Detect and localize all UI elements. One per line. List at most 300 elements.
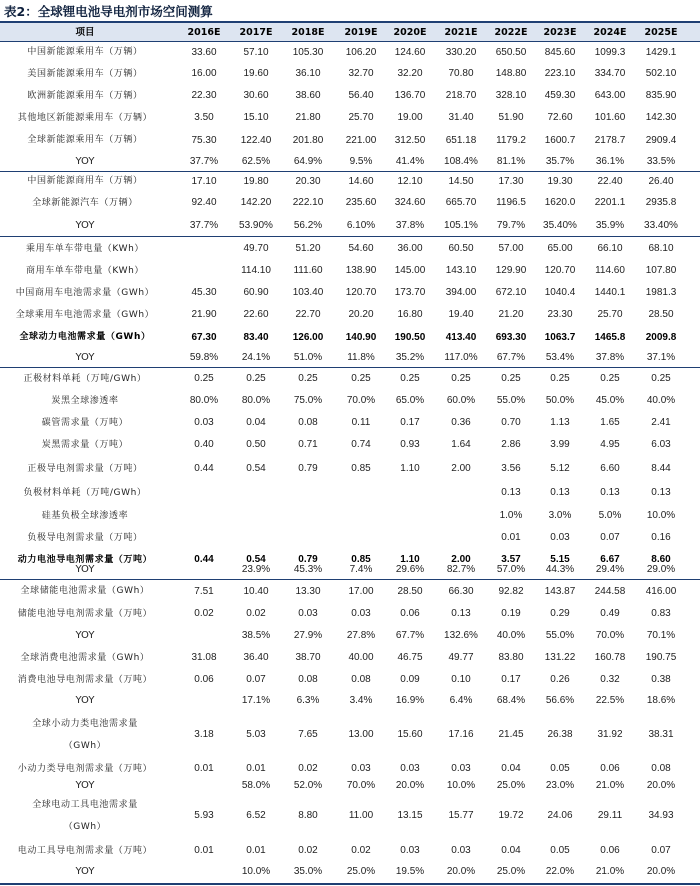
cell-value: 62.5%	[241, 156, 271, 167]
cell-value: 30.60	[243, 90, 269, 101]
cell-value: 0.03	[451, 763, 471, 774]
cell-value: 16.80	[397, 309, 423, 320]
cell-value: 35.0%	[293, 866, 323, 877]
table-row	[0, 260, 700, 282]
cell-value: 0.54	[246, 554, 266, 565]
cell-value: 35.2%	[395, 352, 425, 363]
cell-value: 1440.1	[594, 287, 626, 298]
cell-value: 1620.0	[544, 197, 576, 208]
cell-value: 20.0%	[646, 780, 676, 791]
cell-value: 13.00	[348, 729, 374, 740]
table-row	[0, 238, 700, 260]
cell-value: 0.79	[298, 554, 318, 565]
cell-value: 27.8%	[346, 630, 376, 641]
cell-value: 1196.5	[496, 197, 526, 208]
row-label: 商用车单车带电量（KWh）	[26, 266, 144, 276]
table-row	[0, 457, 700, 481]
row-label: 中国新能源商用车（万辆）	[27, 176, 143, 186]
cell-value: 143.87	[544, 586, 576, 597]
table-row	[0, 481, 700, 505]
cell-value: 173.70	[394, 287, 426, 298]
cell-value: 40.0%	[496, 630, 526, 641]
cell-value: 68.10	[648, 243, 674, 254]
row-label: 碳管需求量（万吨）	[41, 418, 129, 428]
cell-value: 45.3%	[293, 564, 323, 575]
cell-value: 65.00	[547, 243, 573, 254]
cell-value: 143.10	[445, 265, 477, 276]
row-label: 欧洲新能源乘用车（万辆）	[27, 91, 143, 101]
cell-value: 17.30	[498, 176, 524, 187]
cell-value: 82.7%	[446, 564, 476, 575]
row-label: 炭黑全球渗透率	[51, 396, 119, 406]
cell-value: 36.1%	[595, 156, 625, 167]
cell-value: 56.2%	[293, 220, 323, 231]
cell-value: 68.4%	[496, 695, 526, 706]
cell-value	[227, 527, 285, 549]
cell-value: 190.75	[645, 652, 677, 663]
cell-value: 0.25	[400, 373, 420, 384]
cell-value: 114.60	[595, 265, 625, 276]
cell-value: 1040.4	[544, 287, 576, 298]
section-divider	[0, 367, 700, 368]
row-label: 乘用车单车带电量（KWh）	[26, 244, 144, 254]
cell-value: 22.30	[191, 90, 217, 101]
cell-value: 244.58	[594, 586, 626, 597]
cell-value: 1981.3	[645, 287, 677, 298]
cell-value: 55.0%	[496, 395, 526, 406]
cell-value: 3.4%	[349, 695, 373, 706]
table-row	[0, 304, 700, 326]
row-label: 美国新能源乘用车（万辆）	[27, 69, 143, 79]
cell-value: 672.10	[495, 287, 527, 298]
table-row	[0, 390, 700, 412]
header-year: 2021E	[444, 27, 478, 38]
cell-value: 0.16	[651, 532, 671, 543]
cell-value	[175, 560, 233, 580]
cell-value: 2.00	[451, 463, 471, 474]
cell-value	[279, 481, 337, 505]
section-divider	[0, 236, 700, 237]
cell-value: 19.80	[243, 176, 269, 187]
header-item: 项目	[75, 27, 95, 38]
cell-value: 27.9%	[293, 630, 323, 641]
cell-value: 26.38	[547, 729, 573, 740]
cell-value: 52.0%	[293, 780, 323, 791]
cell-value: 10.40	[243, 586, 269, 597]
header-year: 2024E	[593, 27, 627, 38]
cell-value: 1600.7	[544, 135, 576, 146]
cell-value: 2178.7	[594, 135, 626, 146]
cell-value: 80.0%	[189, 395, 219, 406]
cell-value: 21.0%	[595, 780, 625, 791]
cell-value: 54.60	[348, 243, 374, 254]
cell-value: 6.10%	[346, 220, 376, 231]
cell-value: 111.60	[293, 265, 323, 276]
cell-value	[279, 505, 337, 527]
cell-value: 145.00	[394, 265, 426, 276]
cell-value: 23.9%	[241, 564, 271, 575]
cell-value: 0.08	[351, 674, 371, 685]
row-label: 全球电动工具电池需求量（GWh）	[32, 800, 138, 832]
cell-value: 101.60	[594, 112, 626, 123]
cell-value	[279, 527, 337, 549]
cell-value: 25.0%	[346, 866, 376, 877]
cell-value: 15.77	[448, 810, 474, 821]
cell-value: 0.25	[246, 373, 266, 384]
table-row	[0, 129, 700, 152]
cell-value: 92.40	[191, 197, 217, 208]
cell-value: 51.20	[295, 243, 321, 254]
cell-value: 0.74	[351, 439, 371, 450]
cell-value: 25.0%	[496, 866, 526, 877]
cell-value: 64.9%	[293, 156, 323, 167]
cell-value	[175, 238, 233, 260]
cell-value: 120.70	[345, 287, 377, 298]
cell-value: 0.03	[194, 417, 214, 428]
cell-value: 1465.8	[594, 332, 626, 343]
cell-value: 0.04	[501, 845, 521, 856]
cell-value: 160.78	[594, 652, 626, 663]
table-row	[0, 691, 700, 711]
cell-value: 0.93	[400, 439, 420, 450]
cell-value: 65.0%	[395, 395, 425, 406]
cell-value: 0.07	[600, 532, 620, 543]
cell-value: 0.06	[600, 845, 620, 856]
cell-value: 58.0%	[241, 780, 271, 791]
cell-value: 31.08	[191, 652, 217, 663]
row-label: 中国新能源乘用车（万辆）	[27, 47, 143, 57]
cell-value: 36.10	[295, 68, 321, 79]
cell-value: 2.00	[451, 554, 471, 565]
cell-value: 693.30	[495, 332, 527, 343]
bottom-rule	[0, 883, 700, 885]
cell-value: 0.79	[298, 463, 318, 474]
cell-value: 17.00	[348, 586, 374, 597]
row-label: 其他地区新能源乘用车（万辆）	[17, 113, 153, 123]
cell-value: 1.10	[400, 463, 420, 474]
table-row	[0, 412, 700, 434]
table-row	[0, 434, 700, 456]
cell-value: 34.93	[648, 810, 674, 821]
table-row	[0, 647, 700, 669]
cell-value: 1.0%	[499, 510, 523, 521]
cell-value: 136.70	[394, 90, 426, 101]
cell-value: 1.64	[451, 439, 471, 450]
cell-value: 201.80	[292, 135, 324, 146]
table-row	[0, 862, 700, 882]
cell-value: 0.13	[600, 487, 620, 498]
cell-value: 190.50	[394, 332, 426, 343]
header-year: 2018E	[291, 27, 325, 38]
cell-value: 0.09	[400, 674, 420, 685]
cell-value: 2201.1	[594, 197, 626, 208]
cell-value: 60.0%	[446, 395, 476, 406]
cell-value: 4.95	[600, 439, 620, 450]
cell-value: 0.25	[600, 373, 620, 384]
cell-value: 25.70	[348, 112, 374, 123]
cell-value: 10.0%	[241, 866, 271, 877]
cell-value: 22.70	[295, 309, 321, 320]
cell-value: 394.00	[445, 287, 477, 298]
cell-value: 0.08	[651, 763, 671, 774]
cell-value: 25.0%	[496, 780, 526, 791]
cell-value: 38.31	[648, 729, 674, 740]
row-label: 中国商用车电池需求量（GWh）	[15, 288, 155, 298]
cell-value: 124.60	[394, 47, 426, 58]
cell-value: 6.60	[600, 463, 620, 474]
cell-value: 0.40	[194, 439, 214, 450]
cell-value: 32.20	[397, 68, 423, 79]
row-label: 全球乘用车电池需求量（GWh）	[15, 310, 155, 320]
cell-value: 33.60	[191, 47, 217, 58]
cell-value: 7.4%	[349, 564, 373, 575]
cell-value: 19.60	[243, 68, 269, 79]
cell-value: 35.40%	[543, 220, 577, 231]
cell-value: 50.0%	[545, 395, 575, 406]
cell-value: 0.49	[600, 608, 620, 619]
cell-value: 37.8%	[595, 352, 625, 363]
cell-value: 7.65	[298, 729, 318, 740]
cell-value: 66.10	[597, 243, 623, 254]
cell-value: 8.60	[651, 554, 671, 565]
cell-value: 55.0%	[545, 630, 575, 641]
table-row	[0, 348, 700, 368]
cell-value: 0.03	[351, 763, 371, 774]
cell-value: 59.8%	[189, 352, 219, 363]
table-row	[0, 152, 700, 171]
cell-value: 221.00	[345, 135, 377, 146]
cell-value: 49.70	[243, 243, 269, 254]
cell-value: 0.05	[550, 763, 570, 774]
cell-value: 0.05	[550, 845, 570, 856]
cell-value: 75.0%	[293, 395, 323, 406]
cell-value: 0.01	[194, 845, 214, 856]
cell-value: 21.45	[498, 729, 524, 740]
row-label: 全球动力电池需求量（GWh）	[19, 332, 151, 342]
section-divider	[0, 579, 700, 580]
cell-value: 0.17	[501, 674, 521, 685]
row-label: YOY	[75, 564, 95, 575]
cell-value: 57.00	[498, 243, 524, 254]
row-label: 全球消费电池需求量（GWh）	[20, 653, 150, 663]
header-year: 2016E	[187, 27, 221, 38]
cell-value: 2.41	[651, 417, 671, 428]
cell-value: 20.0%	[646, 866, 676, 877]
cell-value: 0.01	[246, 845, 266, 856]
cell-value: 2009.8	[645, 332, 677, 343]
cell-value: 83.80	[498, 652, 524, 663]
cell-value: 70.0%	[346, 780, 376, 791]
cell-value: 114.10	[241, 265, 271, 276]
cell-value: 36.40	[243, 652, 269, 663]
table-row	[0, 282, 700, 304]
cell-value: 0.19	[501, 608, 521, 619]
cell-value: 1.10	[400, 554, 420, 565]
cell-value: 120.70	[544, 265, 576, 276]
cell-value: 1429.1	[645, 47, 677, 58]
cell-value: 23.30	[547, 309, 573, 320]
row-label: 负极材料单耗（万吨/GWh）	[23, 488, 147, 498]
cell-value: 37.7%	[189, 220, 219, 231]
cell-value: 0.04	[246, 417, 266, 428]
cell-value: 122.40	[240, 135, 272, 146]
cell-value: 22.0%	[545, 866, 575, 877]
cell-value: 19.5%	[395, 866, 425, 877]
cell-value: 20.20	[348, 309, 374, 320]
cell-value: 22.60	[243, 309, 269, 320]
row-label: 储能电池导电剂需求量（万吨）	[17, 609, 153, 619]
table-row	[0, 63, 700, 85]
cell-value: 643.00	[594, 90, 626, 101]
table-row	[0, 792, 700, 840]
cell-value: 70.1%	[646, 630, 676, 641]
cell-value: 0.13	[550, 487, 570, 498]
cell-value: 37.1%	[646, 352, 676, 363]
cell-value: 108.4%	[444, 156, 478, 167]
cell-value: 0.06	[400, 608, 420, 619]
cell-value	[227, 505, 285, 527]
cell-value: 21.90	[191, 309, 217, 320]
cell-value: 20.0%	[446, 866, 476, 877]
cell-value: 56.6%	[545, 695, 575, 706]
cell-value	[227, 481, 285, 505]
row-label: 炭黑需求量（万吨）	[41, 440, 129, 450]
cell-value: 126.00	[292, 332, 324, 343]
section-divider	[0, 171, 700, 172]
cell-value: 22.5%	[595, 695, 625, 706]
cell-value: 15.10	[243, 112, 269, 123]
cell-value: 0.32	[600, 674, 620, 685]
cell-value: 17.1%	[241, 695, 271, 706]
cell-value: 330.20	[445, 47, 477, 58]
table-row	[0, 42, 700, 63]
row-label: YOY	[75, 866, 95, 877]
cell-value: 21.80	[295, 112, 321, 123]
row-label: 全球新能源乘用车（万辆）	[27, 135, 143, 145]
cell-value: 20.0%	[395, 780, 425, 791]
row-label: YOY	[75, 780, 95, 791]
cell-value: 18.6%	[646, 695, 676, 706]
cell-value: 0.25	[351, 373, 371, 384]
cell-value: 0.29	[550, 608, 570, 619]
cell-value: 105.1%	[444, 220, 478, 231]
cell-value: 0.03	[451, 845, 471, 856]
cell-value: 0.02	[351, 845, 371, 856]
cell-value: 11.00	[348, 810, 374, 821]
cell-value: 0.01	[501, 532, 521, 543]
cell-value: 140.90	[345, 332, 377, 343]
cell-value: 19.30	[547, 176, 573, 187]
cell-value: 0.83	[651, 608, 671, 619]
cell-value: 5.0%	[598, 510, 622, 521]
cell-value: 0.44	[194, 554, 214, 565]
cell-value: 0.13	[651, 487, 671, 498]
cell-value: 31.40	[448, 112, 474, 123]
cell-value: 3.57	[501, 554, 521, 565]
cell-value: 8.80	[298, 810, 318, 821]
cell-value: 0.26	[550, 674, 570, 685]
cell-value: 651.18	[445, 135, 477, 146]
row-label: 全球小动力类电池需求量（GWh）	[32, 719, 138, 751]
cell-value: 17.10	[191, 176, 217, 187]
cell-value: 3.56	[501, 463, 521, 474]
cell-value: 324.60	[394, 197, 426, 208]
cell-value: 129.90	[495, 265, 527, 276]
cell-value: 0.02	[246, 608, 266, 619]
cell-value: 3.99	[550, 439, 570, 450]
cell-value	[381, 505, 439, 527]
cell-value: 3.50	[194, 112, 214, 123]
cell-value: 6.3%	[296, 695, 320, 706]
cell-value: 0.07	[651, 845, 671, 856]
row-label: 电动工具导电剂需求量（万吨）	[17, 846, 153, 856]
cell-value: 138.90	[345, 265, 377, 276]
cell-value	[175, 780, 233, 792]
cell-value: 38.5%	[241, 630, 271, 641]
cell-value: 13.15	[397, 810, 423, 821]
cell-value: 45.30	[191, 287, 217, 298]
cell-value	[381, 527, 439, 549]
cell-value: 20.30	[295, 176, 321, 187]
cell-value: 56.40	[348, 90, 374, 101]
cell-value: 14.60	[348, 176, 374, 187]
cell-value: 0.01	[246, 763, 266, 774]
cell-value: 107.80	[645, 265, 677, 276]
cell-value	[175, 260, 233, 282]
cell-value: 83.40	[243, 332, 269, 343]
cell-value: 0.25	[451, 373, 471, 384]
cell-value: 845.60	[544, 47, 576, 58]
table-row	[0, 780, 700, 792]
cell-value: 312.50	[394, 135, 426, 146]
cell-value: 31.92	[597, 729, 623, 740]
cell-value: 1099.3	[594, 47, 626, 58]
cell-value: 25.70	[597, 309, 623, 320]
cell-value: 79.7%	[496, 220, 526, 231]
cell-value: 70.80	[448, 68, 474, 79]
cell-value: 0.04	[501, 763, 521, 774]
cell-value: 148.80	[495, 68, 527, 79]
cell-value: 0.25	[550, 373, 570, 384]
cell-value: 40.00	[348, 652, 374, 663]
cell-value: 223.10	[544, 68, 576, 79]
cell-value: 51.90	[498, 112, 524, 123]
header-year: 2019E	[344, 27, 378, 38]
row-label: 全球新能源汽车（万辆）	[32, 198, 138, 208]
cell-value	[175, 691, 233, 711]
cell-value: 35.7%	[545, 156, 575, 167]
table-row	[0, 527, 700, 549]
cell-value: 0.70	[501, 417, 521, 428]
cell-value: 33.40%	[644, 220, 678, 231]
cell-value: 29.11	[597, 810, 623, 821]
cell-value: 32.70	[348, 68, 374, 79]
table-row	[0, 192, 700, 214]
cell-value: 459.30	[544, 90, 576, 101]
cell-value: 0.50	[246, 439, 266, 450]
table-row	[0, 214, 700, 237]
cell-value	[175, 625, 233, 647]
cell-value: 0.08	[298, 417, 318, 428]
cell-value: 1.13	[550, 417, 570, 428]
table-row	[0, 840, 700, 862]
cell-value: 19.00	[397, 112, 423, 123]
row-label: 动力电池导电剂需求量（万吨）	[17, 555, 153, 565]
cell-value: 222.10	[292, 197, 324, 208]
cell-value	[381, 481, 439, 505]
cell-value: 67.30	[191, 332, 217, 343]
row-label: YOY	[75, 352, 95, 363]
